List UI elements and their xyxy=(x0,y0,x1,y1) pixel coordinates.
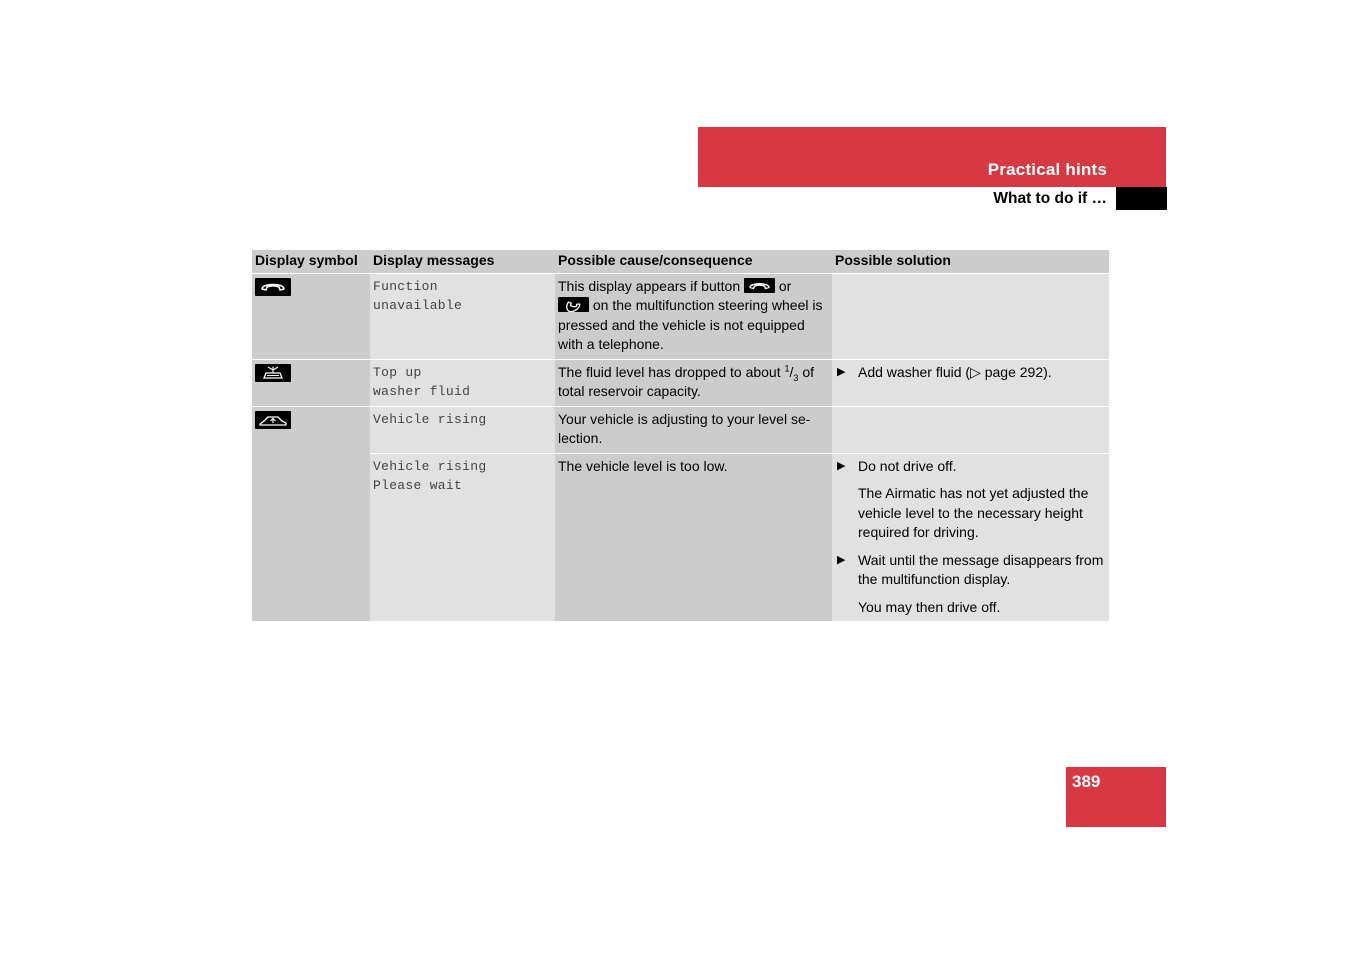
cause-cell: The vehicle level is too low. xyxy=(555,453,832,621)
table-row xyxy=(252,453,1109,621)
table-row xyxy=(252,273,1109,359)
page-number-box xyxy=(1066,767,1166,827)
solution-step: ▶ Do not drive off. xyxy=(835,457,1106,477)
solution-note: You may then drive off. xyxy=(858,598,1001,615)
display-symbol-cell xyxy=(252,273,370,359)
solution-step: ▶ Wait until the message disappears from the multifunction display. xyxy=(837,551,1104,587)
display-message-cell: Vehicle rising xyxy=(370,406,555,453)
solution-cell xyxy=(832,273,1109,359)
section-title: Practical hints xyxy=(987,160,1107,179)
washer-fluid-icon xyxy=(255,364,291,382)
telephone-handset-end-icon xyxy=(255,278,291,296)
telephone-pick-up-icon xyxy=(558,297,589,312)
column-header: Display symbol xyxy=(252,250,370,273)
section-tab-marker xyxy=(1116,187,1167,210)
sub-title: What to do if … xyxy=(993,190,1107,207)
table-row xyxy=(252,406,1109,453)
column-header: Possible solution xyxy=(832,250,1109,273)
bullet-triangle-icon: ▶ xyxy=(837,553,846,566)
display-symbol-cell xyxy=(252,406,370,621)
solution-cell xyxy=(832,406,1109,453)
bullet-triangle-icon: ▶ xyxy=(837,459,846,472)
header-bar xyxy=(698,127,1166,187)
display-message-cell: Vehicle rising Please wait xyxy=(370,453,555,621)
cause-cell: This display appears if button or on the multifunction steering wheel is pressed and the vehicle is not equipped with a telephone. xyxy=(555,273,832,359)
table-header-row xyxy=(252,250,1109,273)
troubleshooting-table xyxy=(252,250,1109,621)
table-row xyxy=(252,359,1109,406)
page-number: 389 xyxy=(1072,772,1101,791)
display-message-cell: Top up washer fluid xyxy=(370,359,555,406)
telephone-end-call-icon xyxy=(744,278,775,293)
column-header: Display messages xyxy=(370,250,555,273)
solution-cell xyxy=(832,359,1109,406)
cause-cell: Your vehicle is adjusting to your level se-lection. xyxy=(555,406,832,453)
display-symbol-cell xyxy=(252,359,370,406)
column-header: Possible cause/consequence xyxy=(555,250,832,273)
solution-cell xyxy=(832,453,1109,621)
solution-note: The Airmatic has not yet adjusted the vehicle level to the necessary height required for driving. xyxy=(858,485,1089,540)
display-message-cell: Function unavailable xyxy=(370,273,555,359)
bullet-triangle-icon: ▶ xyxy=(837,365,846,378)
vehicle-level-icon xyxy=(255,411,291,429)
solution-step: ▶ Add washer fluid (▷ page 292). xyxy=(835,363,1106,383)
cause-cell: The fluid level has dropped to about $^1/_3$ of total reservoir capacity. xyxy=(555,359,832,406)
